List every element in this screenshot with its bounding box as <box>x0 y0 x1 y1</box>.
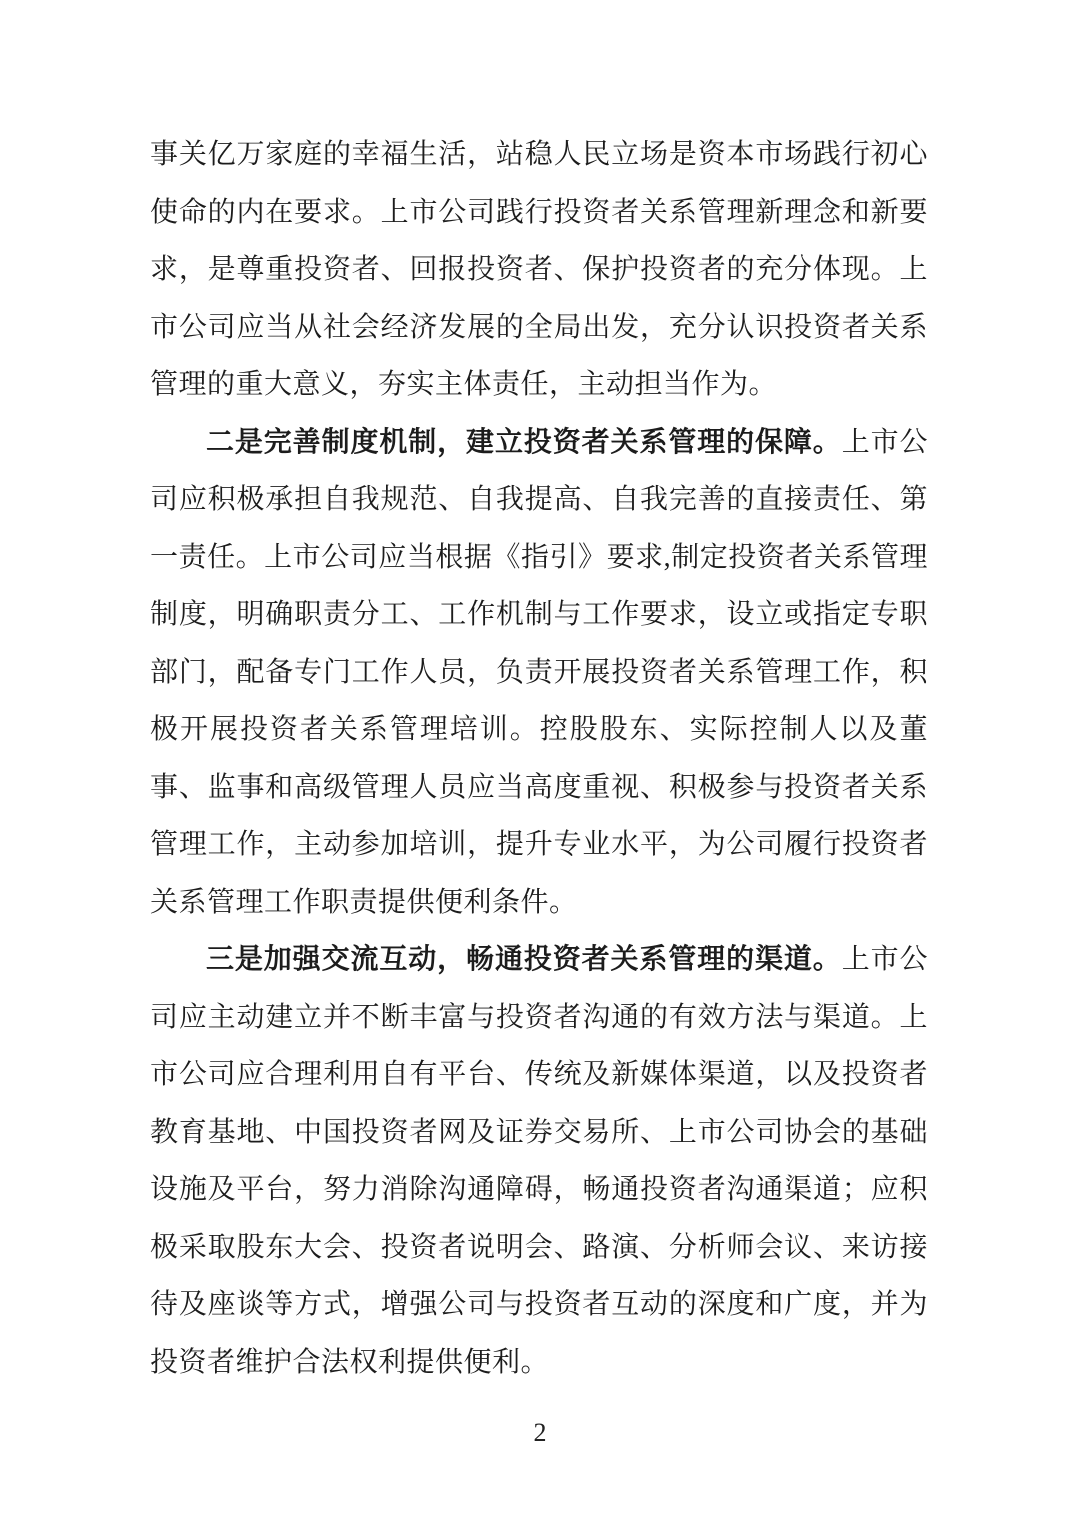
paragraph <box>150 126 928 414</box>
text-run: 上市公司应积极承担自我规范、自我提高、自我完善的直接责任、第一责任。上市公司应当根据《指引》要求,制定投资者关系管理制度，明确职责分工、工作机制与工作要求，设立或指定专职部门，配备专门工作人员，负责开展投资者关系管理工作，积极开展投资者关系管理培训。控股股东、实际控制人以及董事、监事和高级管理人员应当高度重视、积极参与投资者关系管理工作，主动参加培训，提升专业水平，为公司履行投资者关系管理工作职责提供便利条件。 <box>150 426 928 918</box>
paragraph-lead-bold: 二是完善制度机制，建立投资者关系管理的保障。 <box>206 426 842 458</box>
page-number: 2 <box>533 1418 547 1447</box>
paragraph-lead-bold: 三是加强交流互动，畅通投资者关系管理的渠道。 <box>206 944 842 975</box>
document-body <box>150 126 928 1391</box>
text-run: 上市公司应主动建立并不断丰富与投资者沟通的有效方法与渠道。上市公司应合理利用自有平台、传统及新媒体渠道，以及投资者教育基地、中国投资者网及证券交易所、上市公司协会的基础设施及平台，努力消除沟通障碍，畅通投资者沟通渠道；应积极采取股东大会、投资者说明会、路演、分析师会议、来访接待及座谈等方式，增强公司与投资者互动的深度和广度，并为投资者维护合法权利提供便利。 <box>150 944 928 1378</box>
page-footer <box>0 1418 1080 1448</box>
text-run: 事关亿万家庭的幸福生活，站稳人民立场是资本市场践行初心使命的内在要求。上市公司践行投资者关系管理新理念和新要求，是尊重投资者、回报投资者、保护投资者的充分体现。上市公司应当从社会经济发展的全局出发，充分认识投资者关系管理的重大意义，夯实主体责任，主动担当作为。 <box>150 139 928 400</box>
paragraph <box>150 414 928 932</box>
paragraph <box>150 931 928 1391</box>
